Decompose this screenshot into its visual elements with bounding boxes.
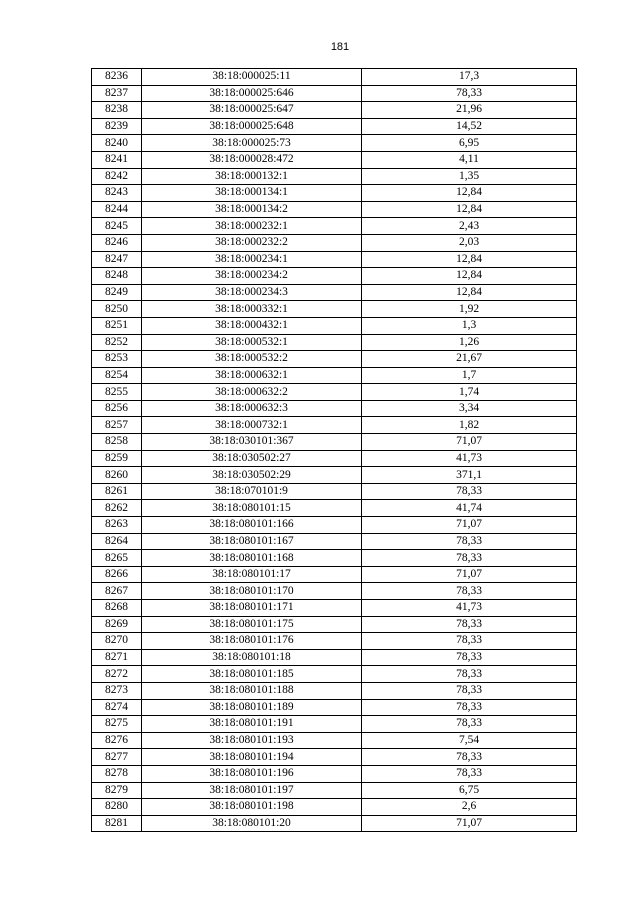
- table-row: [92, 185, 577, 202]
- value-cell: 41,73: [362, 600, 577, 617]
- cadastral-number-cell: 38:18:000025:648: [142, 118, 362, 135]
- cadastral-number-cell: 38:18:080101:167: [142, 533, 362, 550]
- row-number-cell: 8262: [92, 500, 142, 517]
- value-cell: 78,33: [362, 550, 577, 567]
- table-row: [92, 716, 577, 733]
- value-cell: 78,33: [362, 699, 577, 716]
- cadastral-number-cell: 38:18:000232:1: [142, 218, 362, 235]
- table-row: [92, 782, 577, 799]
- cadastral-number-cell: 38:18:000632:3: [142, 400, 362, 417]
- value-cell: 78,33: [362, 649, 577, 666]
- table-row: [92, 799, 577, 816]
- value-cell: 2,03: [362, 234, 577, 251]
- cadastral-number-cell: 38:18:000025:647: [142, 102, 362, 119]
- row-number-cell: 8268: [92, 600, 142, 617]
- table-row: [92, 749, 577, 766]
- cadastral-number-cell: 38:18:000632:1: [142, 367, 362, 384]
- table-row: [92, 201, 577, 218]
- row-number-cell: 8244: [92, 201, 142, 218]
- value-cell: 7,54: [362, 732, 577, 749]
- value-cell: 78,33: [362, 633, 577, 650]
- value-cell: 78,33: [362, 483, 577, 500]
- value-cell: 1,92: [362, 301, 577, 318]
- table-row: [92, 135, 577, 152]
- row-number-cell: 8251: [92, 317, 142, 334]
- table-row: [92, 85, 577, 102]
- row-number-cell: 8279: [92, 782, 142, 799]
- table-row: [92, 69, 577, 86]
- row-number-cell: 8261: [92, 483, 142, 500]
- table-row: [92, 583, 577, 600]
- table-row: [92, 616, 577, 633]
- cadastral-number-cell: 38:18:080101:198: [142, 799, 362, 816]
- cadastral-number-cell: 38:18:000028:472: [142, 151, 362, 168]
- table-row: [92, 251, 577, 268]
- value-cell: 78,33: [362, 85, 577, 102]
- cadastral-number-cell: 38:18:070101:9: [142, 483, 362, 500]
- table-row: [92, 815, 577, 832]
- value-cell: 12,84: [362, 185, 577, 202]
- table-row: [92, 434, 577, 451]
- table-row: [92, 649, 577, 666]
- row-number-cell: 8270: [92, 633, 142, 650]
- cadastral-number-cell: 38:18:080101:194: [142, 749, 362, 766]
- table-row: [92, 517, 577, 534]
- row-number-cell: 8271: [92, 649, 142, 666]
- row-number-cell: 8245: [92, 218, 142, 235]
- cadastral-number-cell: 38:18:080101:175: [142, 616, 362, 633]
- cadastral-number-cell: 38:18:080101:176: [142, 633, 362, 650]
- table-row: [92, 600, 577, 617]
- table-row: [92, 118, 577, 135]
- cadastral-number-cell: 38:18:080101:170: [142, 583, 362, 600]
- cadastral-number-cell: 38:18:030502:29: [142, 467, 362, 484]
- value-cell: 17,3: [362, 69, 577, 86]
- cadastral-number-cell: 38:18:000234:1: [142, 251, 362, 268]
- row-number-cell: 8254: [92, 367, 142, 384]
- cadastral-number-cell: 38:18:000025:73: [142, 135, 362, 152]
- value-cell: 78,33: [362, 716, 577, 733]
- row-number-cell: 8264: [92, 533, 142, 550]
- row-number-cell: 8266: [92, 566, 142, 583]
- cadastral-number-cell: 38:18:000025:646: [142, 85, 362, 102]
- value-cell: 12,84: [362, 284, 577, 301]
- table-row: [92, 268, 577, 285]
- value-cell: 71,07: [362, 815, 577, 832]
- table-row: [92, 317, 577, 334]
- cadastral-number-cell: 38:18:000532:1: [142, 334, 362, 351]
- row-number-cell: 8257: [92, 417, 142, 434]
- cadastral-number-cell: 38:18:080101:15: [142, 500, 362, 517]
- cadastral-number-cell: 38:18:080101:18: [142, 649, 362, 666]
- value-cell: 12,84: [362, 268, 577, 285]
- cadastral-number-cell: 38:18:000134:1: [142, 185, 362, 202]
- table-row: [92, 682, 577, 699]
- cadastral-number-cell: 38:18:000532:2: [142, 351, 362, 368]
- table-row: [92, 633, 577, 650]
- page-number: 181: [330, 41, 350, 53]
- row-number-cell: 8260: [92, 467, 142, 484]
- cadastral-number-cell: 38:18:080101:188: [142, 682, 362, 699]
- row-number-cell: 8265: [92, 550, 142, 567]
- value-cell: 71,07: [362, 566, 577, 583]
- cadastral-number-cell: 38:18:000025:11: [142, 69, 362, 86]
- cadastral-number-cell: 38:18:030101:367: [142, 434, 362, 451]
- value-cell: 3,34: [362, 400, 577, 417]
- row-number-cell: 8272: [92, 666, 142, 683]
- table-row: [92, 500, 577, 517]
- row-number-cell: 8250: [92, 301, 142, 318]
- table-row: [92, 151, 577, 168]
- cadastral-number-cell: 38:18:080101:171: [142, 600, 362, 617]
- row-number-cell: 8258: [92, 434, 142, 451]
- table-row: [92, 467, 577, 484]
- value-cell: 4,11: [362, 151, 577, 168]
- value-cell: 71,07: [362, 434, 577, 451]
- value-cell: 78,33: [362, 616, 577, 633]
- value-cell: 1,82: [362, 417, 577, 434]
- value-cell: 1,74: [362, 384, 577, 401]
- row-number-cell: 8281: [92, 815, 142, 832]
- cadastral-number-cell: 38:18:080101:193: [142, 732, 362, 749]
- table-row: [92, 301, 577, 318]
- value-cell: 2,6: [362, 799, 577, 816]
- row-number-cell: 8253: [92, 351, 142, 368]
- table-row: [92, 384, 577, 401]
- table-row: [92, 218, 577, 235]
- row-number-cell: 8274: [92, 699, 142, 716]
- row-number-cell: 8263: [92, 517, 142, 534]
- row-number-cell: 8267: [92, 583, 142, 600]
- cadastral-number-cell: 38:18:000132:1: [142, 168, 362, 185]
- value-cell: 41,74: [362, 500, 577, 517]
- value-cell: 14,52: [362, 118, 577, 135]
- cadastral-number-cell: 38:18:000234:3: [142, 284, 362, 301]
- cadastral-number-cell: 38:18:080101:189: [142, 699, 362, 716]
- value-cell: 1,7: [362, 367, 577, 384]
- row-number-cell: 8276: [92, 732, 142, 749]
- row-number-cell: 8278: [92, 765, 142, 782]
- value-cell: 78,33: [362, 682, 577, 699]
- value-cell: 6,75: [362, 782, 577, 799]
- row-number-cell: 8237: [92, 85, 142, 102]
- cadastral-number-cell: 38:18:080101:197: [142, 782, 362, 799]
- value-cell: 71,07: [362, 517, 577, 534]
- row-number-cell: 8248: [92, 268, 142, 285]
- row-number-cell: 8238: [92, 102, 142, 119]
- row-number-cell: 8239: [92, 118, 142, 135]
- value-cell: 1,26: [362, 334, 577, 351]
- cadastral-number-cell: 38:18:000134:2: [142, 201, 362, 218]
- table-row: [92, 400, 577, 417]
- table-row: [92, 417, 577, 434]
- cadastral-number-cell: 38:18:080101:166: [142, 517, 362, 534]
- row-number-cell: 8256: [92, 400, 142, 417]
- cadastral-number-cell: 38:18:080101:185: [142, 666, 362, 683]
- cadastral-number-cell: 38:18:080101:20: [142, 815, 362, 832]
- row-number-cell: 8273: [92, 682, 142, 699]
- table-row: [92, 168, 577, 185]
- value-cell: 1,35: [362, 168, 577, 185]
- table-row: [92, 234, 577, 251]
- value-cell: 1,3: [362, 317, 577, 334]
- cadastral-number-cell: 38:18:000632:2: [142, 384, 362, 401]
- row-number-cell: 8240: [92, 135, 142, 152]
- value-cell: 12,84: [362, 251, 577, 268]
- row-number-cell: 8242: [92, 168, 142, 185]
- cadastral-number-cell: 38:18:080101:196: [142, 765, 362, 782]
- value-cell: 2,43: [362, 218, 577, 235]
- row-number-cell: 8259: [92, 450, 142, 467]
- row-number-cell: 8275: [92, 716, 142, 733]
- table-row: [92, 566, 577, 583]
- row-number-cell: 8277: [92, 749, 142, 766]
- cadastral-number-cell: 38:18:000732:1: [142, 417, 362, 434]
- value-cell: 371,1: [362, 467, 577, 484]
- value-cell: 78,33: [362, 583, 577, 600]
- row-number-cell: 8252: [92, 334, 142, 351]
- table-row: [92, 732, 577, 749]
- cadastral-number-cell: 38:18:000234:2: [142, 268, 362, 285]
- row-number-cell: 8236: [92, 69, 142, 86]
- row-number-cell: 8243: [92, 185, 142, 202]
- value-cell: 78,33: [362, 533, 577, 550]
- cadastral-number-cell: 38:18:000332:1: [142, 301, 362, 318]
- value-cell: 21,96: [362, 102, 577, 119]
- row-number-cell: 8280: [92, 799, 142, 816]
- value-cell: 78,33: [362, 749, 577, 766]
- table-row: [92, 450, 577, 467]
- table-row: [92, 666, 577, 683]
- table-row: [92, 102, 577, 119]
- cadastral-number-cell: 38:18:000232:2: [142, 234, 362, 251]
- table-row: [92, 284, 577, 301]
- cadastral-number-cell: 38:18:080101:17: [142, 566, 362, 583]
- row-number-cell: 8247: [92, 251, 142, 268]
- table-row: [92, 351, 577, 368]
- table-row: [92, 334, 577, 351]
- row-number-cell: 8246: [92, 234, 142, 251]
- table-body: [92, 69, 577, 832]
- value-cell: 21,67: [362, 351, 577, 368]
- value-cell: 6,95: [362, 135, 577, 152]
- row-number-cell: 8255: [92, 384, 142, 401]
- value-cell: 78,33: [362, 666, 577, 683]
- table-row: [92, 550, 577, 567]
- table-row: [92, 483, 577, 500]
- table-row: [92, 533, 577, 550]
- table-row: [92, 765, 577, 782]
- table-row: [92, 367, 577, 384]
- value-cell: 78,33: [362, 765, 577, 782]
- table-row: [92, 699, 577, 716]
- value-cell: 41,73: [362, 450, 577, 467]
- value-cell: 12,84: [362, 201, 577, 218]
- cadastral-number-cell: 38:18:000432:1: [142, 317, 362, 334]
- cadastral-number-cell: 38:18:080101:168: [142, 550, 362, 567]
- row-number-cell: 8249: [92, 284, 142, 301]
- row-number-cell: 8269: [92, 616, 142, 633]
- row-number-cell: 8241: [92, 151, 142, 168]
- cadastral-table: [91, 68, 577, 832]
- cadastral-number-cell: 38:18:030502:27: [142, 450, 362, 467]
- cadastral-number-cell: 38:18:080101:191: [142, 716, 362, 733]
